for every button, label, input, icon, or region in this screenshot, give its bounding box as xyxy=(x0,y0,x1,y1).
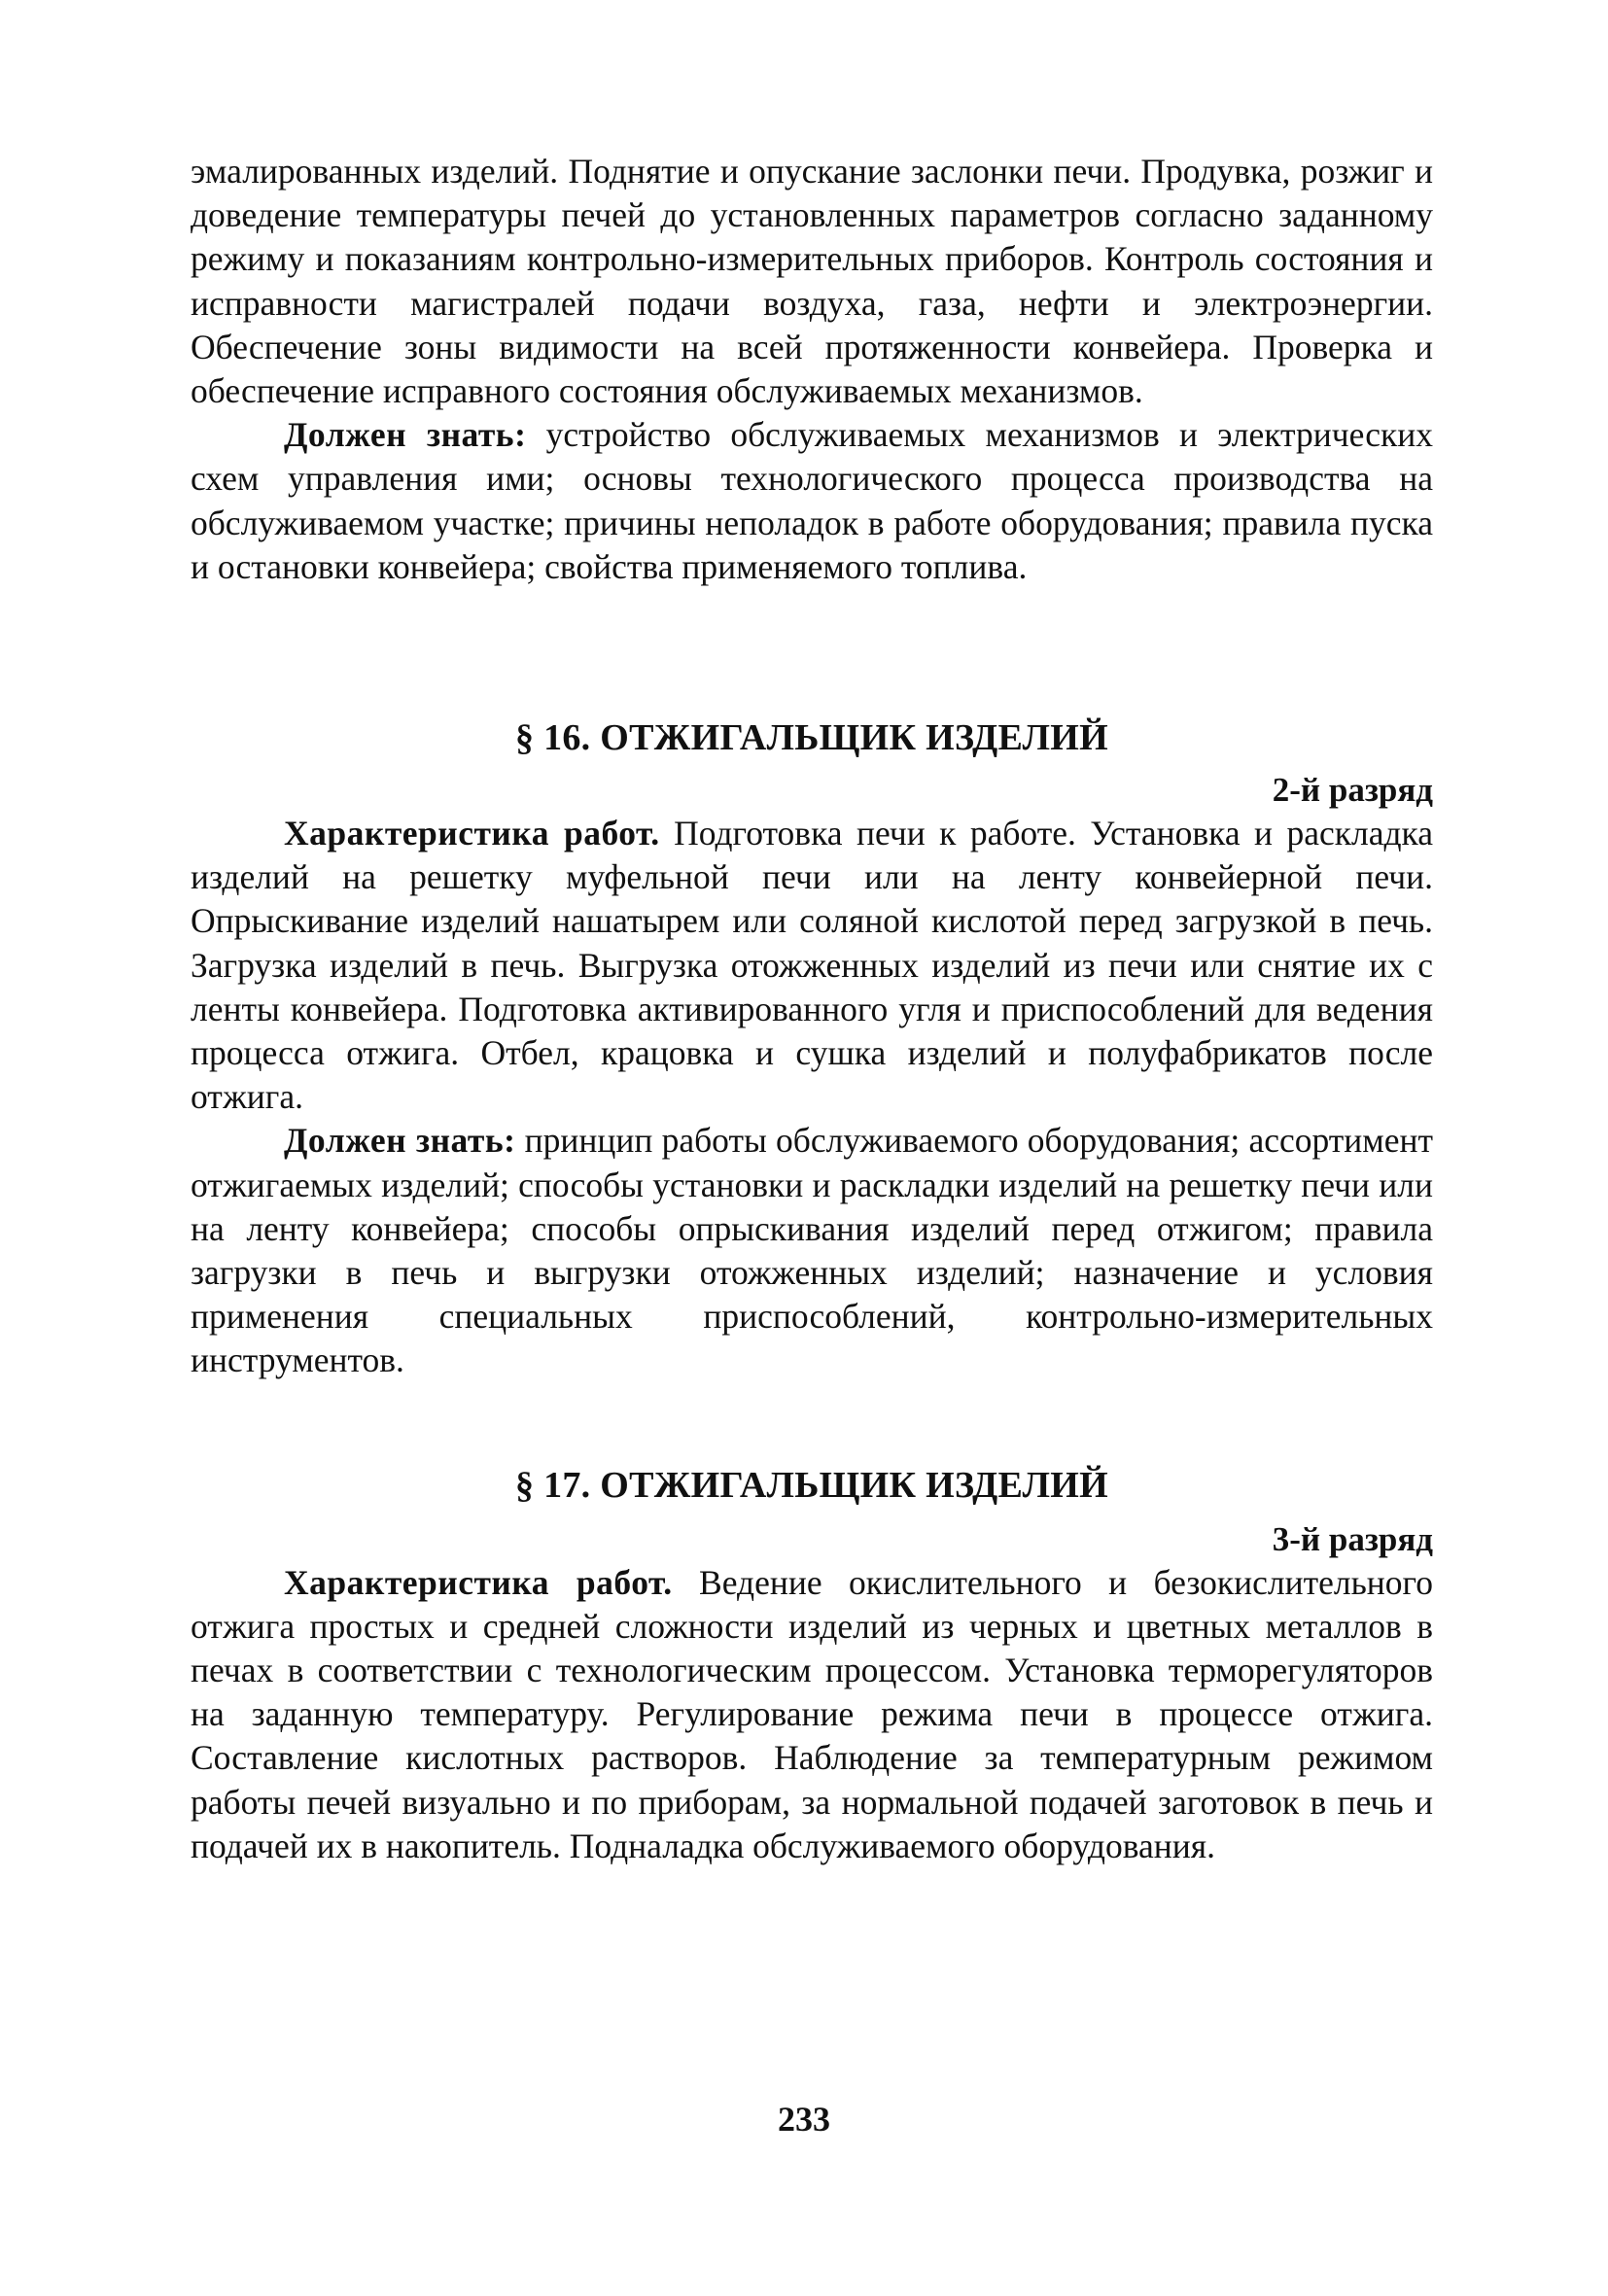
section-16-knowledge-label: Должен знать: xyxy=(284,1121,516,1161)
section-16-work-text: Подготовка печи к работе. Установка и раскладка изделий на решетку муфельной печи или на ленту конвейерной печи. Опрыскивание изделий нашатырем или соляной кислотой перед загрузкой в печь. Загрузка изделий в печь. Выгрузка отожженных изделий из печи или снятие их с ленты конвейера. Подготовка активированного угля и приспособлений для ведения процесса отжига. Отбел, крацовка и сушка изделий и полуфабрикатов после отжига. xyxy=(191,814,1433,1117)
section-16-knowledge-paragraph xyxy=(191,1119,1433,1382)
intro-paragraph: эмалированных изделий. Поднятие и опускание заслонки печи. Продувка, розжиг и доведение температуры печей до установленных параметров согласно заданному режиму и показаниям контрольно-измерительных приборов. Контроль состояния и исправности магистралей подачи воздуха, газа, нефти и электроэнергии. Обеспечение зоны видимости на всей протяженности конвейера. Проверка и обеспечение исправного состояния обслуживаемых механизмов. xyxy=(191,152,1433,411)
page-body xyxy=(191,150,1433,1868)
section-16-knowledge-text: принцип работы обслуживаемого оборудования; ассортимент отжигаемых изделий; способы установки и раскладки изделий на решетку печи или на ленту конвейера; способы опрыскивания изделий перед отжигом; правила загрузки в печь и выгрузки отожженных изделий; назначение и условия применения специальных приспособлений, контрольно-измерительных инструментов. xyxy=(191,1121,1433,1380)
section-16-work-label: Характеристика работ. xyxy=(284,814,660,853)
section-16-grade: 2-й разряд xyxy=(1272,771,1433,810)
section-16-work-paragraph xyxy=(191,812,1433,1119)
page-number: 233 xyxy=(778,2100,830,2139)
intro-knowledge-text: устройство обслуживаемых механизмов и электрических схем управления ими; основы технологического процесса производства на обслуживаемом участке; причины неполадок в работе оборудования; правила пуска и остановки конвейера; свойства применяемого топлива. xyxy=(191,415,1433,586)
section-17-grade: 3-й разряд xyxy=(1272,1519,1433,1558)
section-17-work-label: Характеристика работ. xyxy=(284,1562,673,1602)
section-17-work-paragraph xyxy=(191,1561,1433,1868)
section-17-title: § 17. ОТЖИГАЛЬЩИК ИЗДЕЛИЙ xyxy=(514,1464,1108,1506)
intro-knowledge-paragraph xyxy=(191,413,1433,589)
section-16-title: § 16. ОТЖИГАЛЬЩИК ИЗДЕЛИЙ xyxy=(514,717,1108,759)
intro-knowledge-label: Должен знать: xyxy=(284,415,527,455)
section-17-work-text: Ведение окислительного и безокислительного отжига простых и средней сложности изделий из черных и цветных металлов в печах в соответствии с технологическим процессом. Установка терморегуляторов на заданную температуру. Регулирование режима печи в процессе отжига. Составление кислотных растворов. Наблюдение за температурным режимом работы печей визуально и по приборам, за нормальной подачей заготовок в печь и подачей их в накопитель. Подналадка обслуживаемого оборудования. xyxy=(191,1562,1433,1865)
